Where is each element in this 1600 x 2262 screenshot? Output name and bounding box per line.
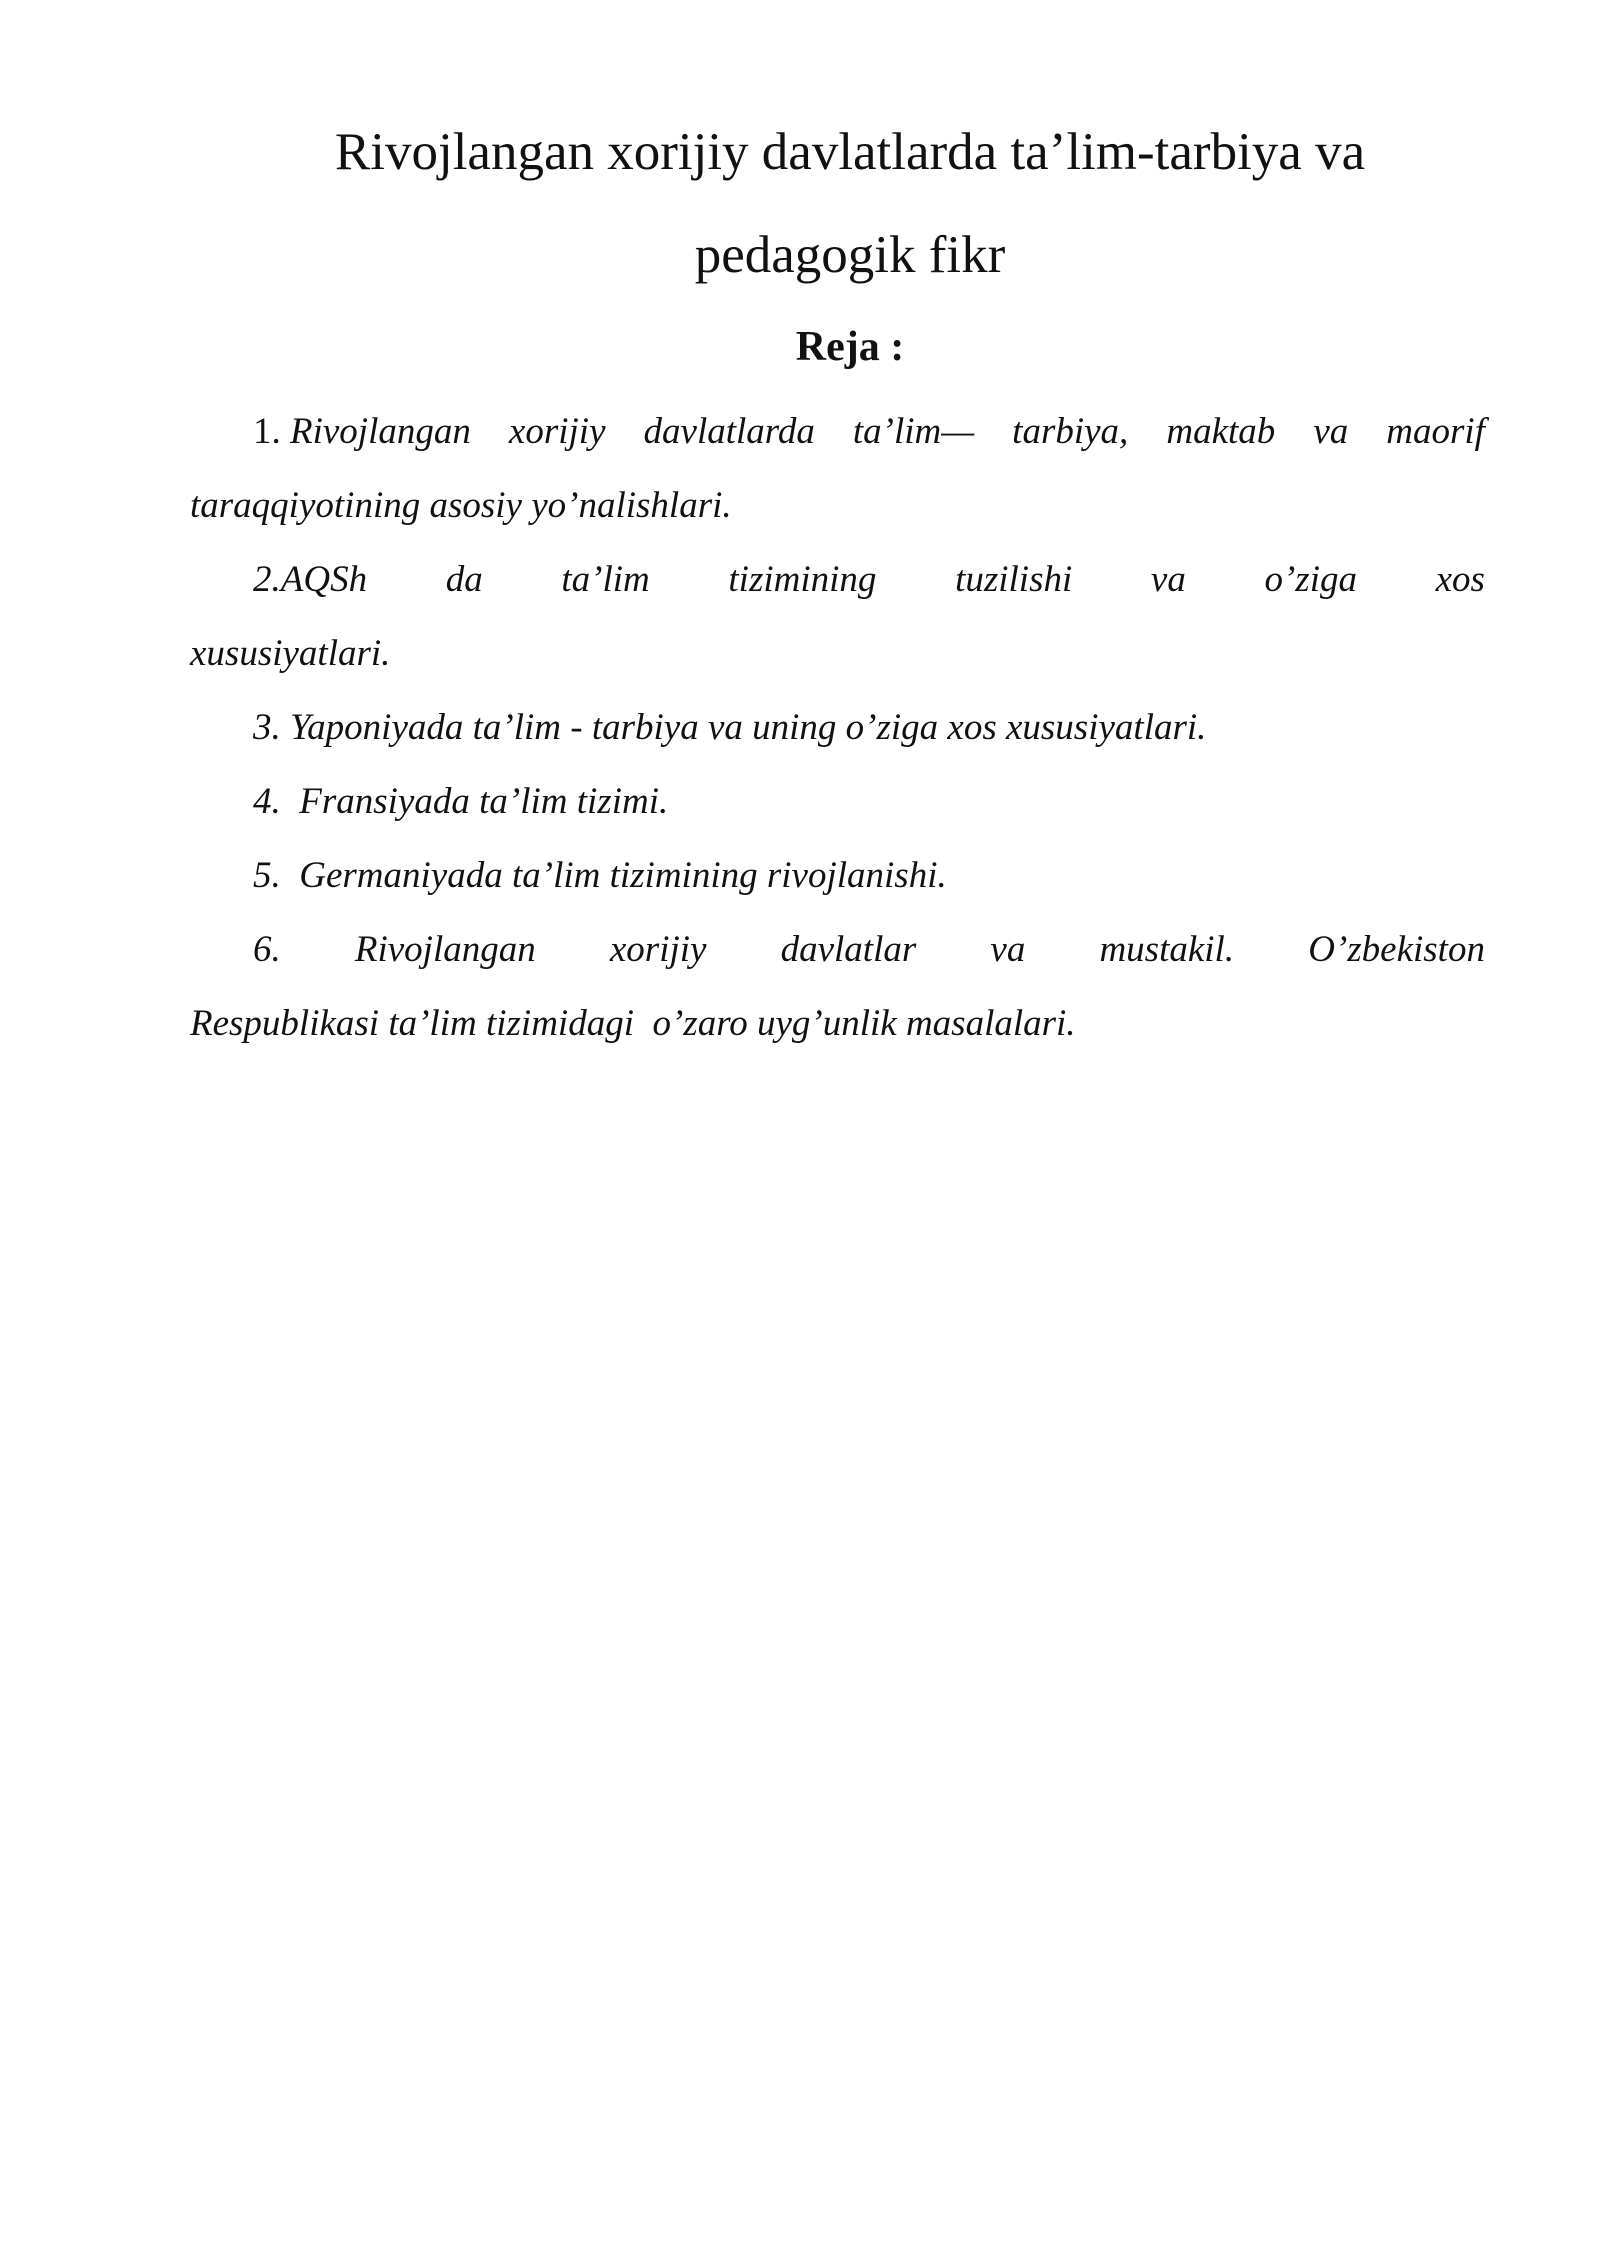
plan-item-1-number: 1. [253,411,281,452]
plan-item-3: 3. Yaponiyada ta’lim - tarbiya va uning o’ziga xos xususiyatlari. [253,707,1207,748]
plan-item-2-line-1: 2.AQSh da ta’lim tizimining tuzilishi va o’ziga xos [253,559,1485,600]
plan-heading: Reja : [795,324,905,370]
plan-item-1-line-1: 1. Rivojlangan xorijiy davlatlarda ta’lim— tarbiya, maktab va maorif [253,411,1485,452]
plan-item-4: 4. Fransiyada ta’lim tizimi. [253,781,669,822]
plan-item-1-first: 1. Rivojlangan [253,411,471,452]
plan-item-6-line-2: Respublikasi ta’lim tizimidagi o’zaro uyg’unlik masalalari. [190,1003,1076,1044]
plan-item-2-line-2: xususiyatlari. [190,633,391,674]
plan-item-6-line-1: 6. Rivojlangan xorijiy davlatlar va mustakil. O’zbekiston [253,929,1485,970]
plan-item-1-line-2: taraqqiyotining asosiy yo’nalishlari. [190,485,732,526]
document-title-line-2: pedagogik fikr [694,226,1006,284]
document-title-line-1: Rivojlangan xorijiy davlatlarda ta’lim-tarbiya va [334,123,1366,181]
plan-item-5: 5. Germaniyada ta’lim tizimining rivojlanishi. [253,855,947,896]
